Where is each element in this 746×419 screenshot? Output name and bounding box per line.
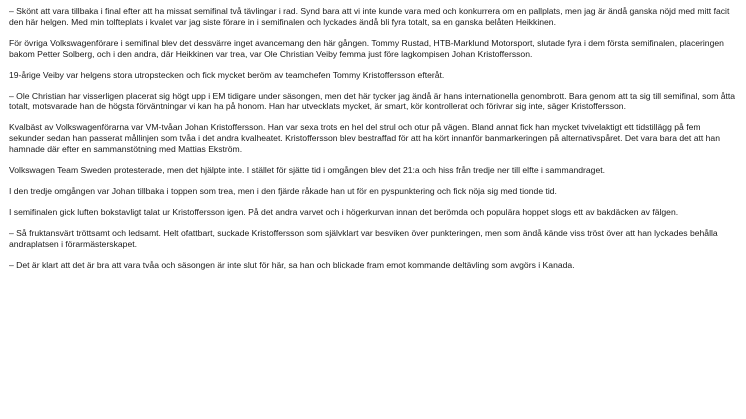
paragraph-kristoffersson-reaction: – Så fruktansvärt tröttsamt och ledsamt. Helt ofattbart, suckade Kristoffersson som självklart var besviken över punkteringen, men som ändå kände viss tröst över att han lyckades behålla andraplatsen i förarmästerskapet. [9, 227, 718, 249]
paragraph-kristoffersson-quote-veiby: – Ole Christian har visserligen placerat sig högt upp i EM tidigare under säsongen, men det här tycker jag ändå är hans internationella genombrott. Bara genom att ta sig till semifinal, som åtta totalt, motsvarade han de högsta förväntningar vi kan ha på honom. Han har utvecklats mycket, är smart, kör kontrollerat och förivrar sig inte, säger Kristoffersson. [9, 90, 736, 112]
paragraph-qualifying: Kvalbäst av Volkswagenförarna var VM-tvåan Johan Kristoffersson. Han var sexa trots en hel del strul och otur på vägen. Bland annat fick han mycket tvivelaktigt ett tidstillägg på fem sekunder sedan han passerat mållinjen som tvåa i det andra kvalheatet. Kristoffersson blev bestraffad för att ha kört innanför banmarkeringen på alternativspåret. Det vara bara det att han hamnade där efter en sammanstötning med Mattias Ekström. [9, 122, 720, 155]
paragraph-veiby-praise: 19-årige Veiby var helgens stora utropstecken och fick mycket beröm av teamchefen Tommy Kristoffersson efteråt. [9, 69, 445, 80]
paragraph-outlook-canada: – Det är klart att det är bra att vara tvåa och säsongen är inte slut för här, sa han och blickade fram emot kommande deltävling som avgörs i Kanada. [9, 259, 575, 270]
paragraph-semifinal-puncture: I semifinalen gick luften bokstavligt talat ur Kristoffersson igen. På det andra varvet och i högerkurvan innan det berömda och populära hoppet slogs ett av bakdäcken av fälgen. [9, 206, 679, 217]
paragraph-third-round: I den tredje omgången var Johan tillbaka i toppen som trea, men i den fjärde råkade han ut för en pyspunktering och fick nöja sig med tionde tid. [9, 185, 557, 196]
article-body [9, 6, 737, 281]
paragraph-heikkinen-quote: – Skönt att vara tillbaka i final efter att ha missat semifinal två tävlingar i rad. Synd bara att vi inte kunde vara med och konkurrera om en pallplats, men jag är ändå ganska nöjd med mitt facit den här helgen. Med min tolfteplats i kvalet var jag siste förare in i semifinalen och lyckades ändå bli fyra totalt, sa en ganska belåten Heikkinen. [9, 6, 730, 27]
paragraph-other-drivers: För övriga Volkswagenförare i semifinal blev det dessvärre inget avancemang den här gången. Tommy Rustad, HTB-Marklund Motorsport, slutade fyra i dem första semifinalen, placeringen bakom Petter Solberg, och i den andra, där Heikkinen var trea, var Ole Christian Veiby femma just före lagkompisen Johan Kristoffersson. [9, 37, 724, 59]
paragraph-protest: Volkswagen Team Sweden protesterade, men det hjälpte inte. I stället för sjätte tid i omgången blev det 21:a och hiss från tredje ner till elfte i sammandraget. [9, 165, 606, 176]
